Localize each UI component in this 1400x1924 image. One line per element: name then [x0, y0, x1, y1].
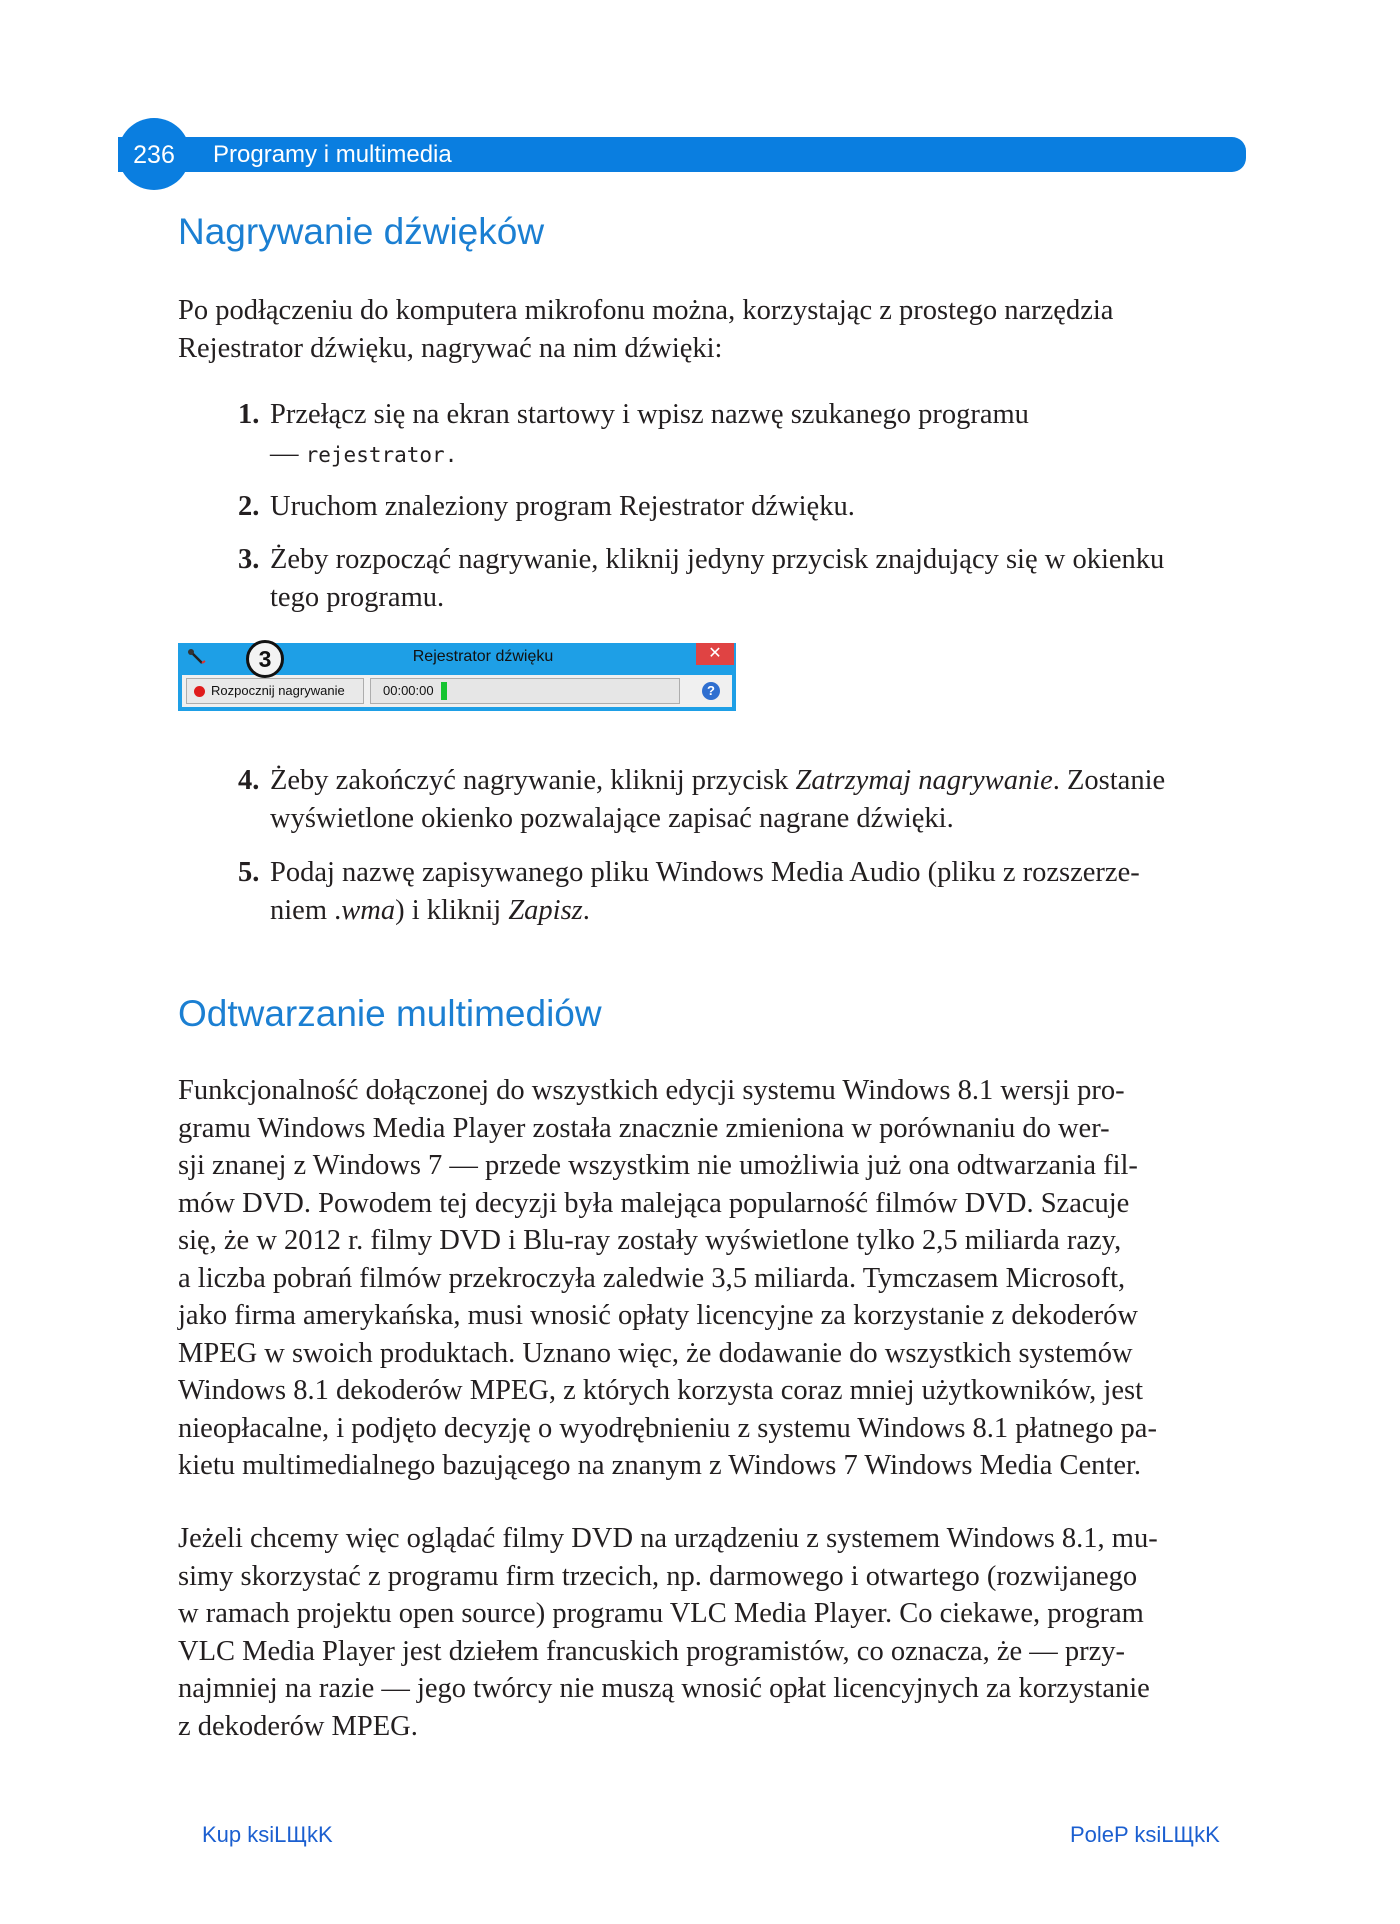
window-title: Rejestrator dźwięku	[412, 648, 554, 665]
text-line: gramu Windows Media Player została znacznie zmieniona w porównaniu do wer-	[178, 1112, 1110, 1144]
body-paragraph	[178, 1072, 1238, 1485]
body-paragraph	[178, 1520, 1238, 1745]
timer-value: 00:00:00	[383, 683, 434, 698]
text-line: simy skorzystać z programu firm trzecich, np. darmowego i otwartego (rozwijanego	[178, 1560, 1138, 1592]
text-line: Funkcjonalność dołączonej do wszystkich edycji systemu Windows 8.1 wersji pro-	[178, 1075, 1125, 1106]
step-text	[270, 762, 1250, 838]
code-text: rejestrator	[305, 443, 445, 467]
buy-book-link[interactable]: Kup ksiLЩkK	[202, 1822, 333, 1847]
text-line: z dekoderów MPEG.	[178, 1710, 418, 1742]
text-line: się, że w 2012 r. filmy DVD i Blu-ray zostały wyświetlone tylko 2,5 miliarda razy,	[178, 1225, 1122, 1256]
text-line: mów DVD. Powodem tej decyzji była malejąca popularność filmów DVD. Szacuje	[178, 1187, 1130, 1219]
file-extension: wma	[341, 895, 396, 926]
section-heading-recording: Nagrywanie dźwięków	[178, 211, 545, 252]
text-line: VLC Media Player jest dziełem francuskich programistów, co oznacza, że — przy-	[178, 1635, 1125, 1667]
microphone-icon	[187, 648, 207, 668]
text-line: a liczba pobrań filmów przekroczyła zaledwie 3,5 miliarda. Tymczasem Microsoft,	[178, 1262, 1126, 1294]
running-title: Programy i multimedia	[213, 141, 452, 168]
text-line: najmniej na razie — jego twórcy nie muszą wnosić opłat licencyjnych za korzystanie	[178, 1673, 1150, 1704]
dash: —	[270, 438, 306, 469]
step-number: 1.	[238, 399, 260, 430]
start-recording-label: Rozpocznij nagrywanie	[211, 683, 345, 698]
text-line: sji znanej z Windows 7 — przede wszystkim nie umożliwia już ona odtwarzania fil-	[178, 1150, 1138, 1181]
text-line: jako firma amerykańska, musi wnosić opłaty licencyjne za korzystanie z dekoderów	[178, 1300, 1138, 1331]
step-text	[270, 541, 1250, 617]
text-line: Windows 8.1 dekoderów MPEG, z których korzysta coraz mniej użytkowników, jest	[178, 1375, 1144, 1406]
ui-term: Zatrzymaj nagrywanie	[795, 765, 1053, 796]
text-line: Po podłączeniu do komputera mikrofonu można, korzystając z prostego narzędzia	[178, 295, 1114, 326]
text-line: wyświetlone okienko pozwalające zapisać nagrane dźwięki.	[270, 803, 954, 834]
record-dot-icon	[194, 686, 205, 697]
text-run: ) i kliknij	[395, 895, 509, 926]
text-line	[270, 434, 1250, 475]
callout-badge: 3	[246, 640, 284, 678]
step-text	[270, 854, 1250, 930]
text-line: nieopłacalne, i podjęto decyzję o wyodrębnieniu z systemu Windows 8.1 płatnego pa-	[178, 1412, 1157, 1444]
close-icon[interactable]: ✕	[696, 643, 734, 665]
start-recording-button[interactable]	[186, 678, 364, 704]
intro-paragraph	[178, 292, 1238, 367]
text-line	[270, 762, 1250, 800]
text-run: niem .	[270, 895, 342, 926]
step-number: 5.	[238, 857, 260, 888]
text-line: tego programu.	[270, 582, 445, 613]
text-line: Rejestrator dźwięku, nagrywać na nim dźwięki:	[178, 332, 723, 364]
text-run: . Zostanie	[1052, 765, 1166, 796]
text-run: Żeby zakończyć nagrywanie, kliknij przycisk	[270, 765, 796, 796]
text-line	[270, 892, 1250, 930]
text-line: Żeby rozpocząć nagrywanie, kliknij jedyny przycisk znajdujący się w okienku	[270, 544, 1165, 575]
help-icon[interactable]: ?	[702, 682, 720, 700]
page-number: 236	[133, 141, 175, 169]
window-body	[182, 675, 732, 707]
audio-level-meter	[441, 682, 447, 700]
text-line: Przełącz się na ekran startowy i wpisz nazwę szukanego programu	[270, 399, 1029, 430]
text-line: Podaj nazwę zapisywanego pliku Windows Media Audio (pliku z rozszerze-	[270, 857, 1140, 888]
recommend-book-link[interactable]: PoleP ksiLЩkK	[1070, 1822, 1220, 1847]
text-run: .	[582, 895, 590, 926]
ui-term: Zapisz	[508, 895, 583, 926]
punctuation: .	[444, 443, 458, 467]
text-line: MPEG w swoich produktach. Uznano więc, że dodawanie do wszystkich systemów	[178, 1337, 1133, 1369]
step-text	[270, 396, 1250, 475]
step-number: 4.	[238, 765, 260, 796]
section-heading-playback: Odtwarzanie multimediów	[178, 993, 602, 1034]
recording-timer	[370, 678, 680, 704]
step-number: 3.	[238, 544, 260, 575]
text-line: kietu multimedialnego bazującego na znanym z Windows 7 Windows Media Center.	[178, 1450, 1142, 1481]
text-line: Uruchom znaleziony program Rejestrator dźwięku.	[270, 491, 855, 522]
text-line: Jeżeli chcemy więc oglądać filmy DVD na urządzeniu z systemem Windows 8.1, mu-	[178, 1523, 1158, 1554]
step-text	[270, 488, 1250, 526]
text-line: w ramach projektu open source) programu VLC Media Player. Co ciekawe, program	[178, 1598, 1144, 1629]
step-number: 2.	[238, 491, 260, 522]
